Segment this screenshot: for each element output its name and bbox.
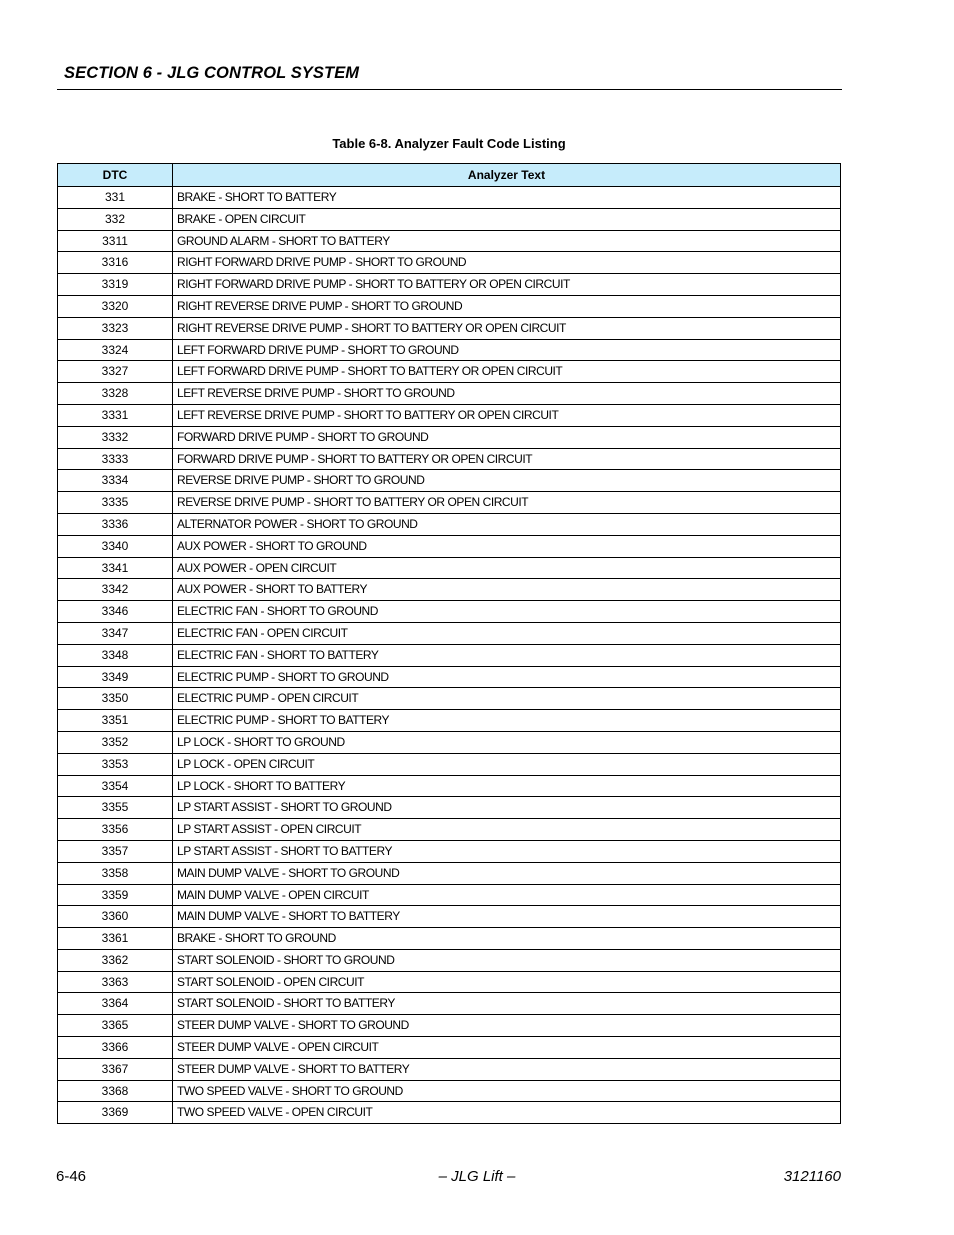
table-row [58, 1058, 841, 1080]
table-row [58, 513, 841, 535]
page-number: 6-46 [56, 1168, 87, 1185]
table-row [58, 383, 841, 405]
analyzer-text-cell: ELECTRIC FAN - SHORT TO BATTERY [173, 644, 841, 666]
dtc-cell: 3363 [58, 971, 173, 993]
dtc-cell: 3328 [58, 383, 173, 405]
dtc-cell: 3320 [58, 295, 173, 317]
dtc-cell: 3340 [58, 535, 173, 557]
dtc-cell: 3356 [58, 819, 173, 841]
analyzer-text-cell: LEFT FORWARD DRIVE PUMP - SHORT TO GROUND [173, 339, 841, 361]
dtc-cell: 3367 [58, 1058, 173, 1080]
dtc-cell: 3319 [58, 274, 173, 296]
analyzer-text-cell: LP LOCK - SHORT TO BATTERY [173, 775, 841, 797]
footer-publisher: – JLG Lift – [438, 1168, 516, 1185]
dtc-cell: 3354 [58, 775, 173, 797]
table-row [58, 361, 841, 383]
dtc-cell: 3369 [58, 1102, 173, 1124]
table-row [58, 928, 841, 950]
dtc-cell: 3365 [58, 1015, 173, 1037]
section-title: SECTION 6 - JLG CONTROL SYSTEM [64, 64, 360, 82]
table-row [58, 840, 841, 862]
dtc-cell: 3355 [58, 797, 173, 819]
dtc-cell: 3350 [58, 688, 173, 710]
table-row [58, 492, 841, 514]
table-row [58, 557, 841, 579]
dtc-cell: 3323 [58, 317, 173, 339]
table-row [58, 601, 841, 623]
table-row [58, 187, 841, 209]
table-row [58, 884, 841, 906]
dtc-cell: 3346 [58, 601, 173, 623]
analyzer-text-cell: RIGHT REVERSE DRIVE PUMP - SHORT TO GROUND [173, 295, 841, 317]
analyzer-text-cell: STEER DUMP VALVE - OPEN CIRCUIT [173, 1037, 841, 1059]
analyzer-text-cell: FORWARD DRIVE PUMP - SHORT TO GROUND [173, 426, 841, 448]
table-row [58, 862, 841, 884]
dtc-cell: 3360 [58, 906, 173, 928]
dtc-cell: 3351 [58, 710, 173, 732]
analyzer-text-cell: START SOLENOID - SHORT TO BATTERY [173, 993, 841, 1015]
analyzer-text-cell: RIGHT FORWARD DRIVE PUMP - SHORT TO BATTERY OR OPEN CIRCUIT [173, 274, 841, 296]
dtc-cell: 3357 [58, 840, 173, 862]
table-row [58, 1015, 841, 1037]
dtc-cell: 3348 [58, 644, 173, 666]
analyzer-text-cell: MAIN DUMP VALVE - SHORT TO GROUND [173, 862, 841, 884]
dtc-cell: 3349 [58, 666, 173, 688]
table-row [58, 993, 841, 1015]
analyzer-text-cell: ALTERNATOR POWER - SHORT TO GROUND [173, 513, 841, 535]
dtc-cell: 3341 [58, 557, 173, 579]
dtc-cell: 3366 [58, 1037, 173, 1059]
table-row [58, 339, 841, 361]
dtc-cell: 3364 [58, 993, 173, 1015]
document-number: 3121160 [783, 1168, 841, 1185]
analyzer-text-cell: TWO SPEED VALVE - SHORT TO GROUND [173, 1080, 841, 1102]
table-row [58, 252, 841, 274]
analyzer-text-cell: ELECTRIC PUMP - OPEN CIRCUIT [173, 688, 841, 710]
analyzer-text-cell: RIGHT FORWARD DRIVE PUMP - SHORT TO GROUND [173, 252, 841, 274]
analyzer-text-cell: MAIN DUMP VALVE - SHORT TO BATTERY [173, 906, 841, 928]
dtc-cell: 3335 [58, 492, 173, 514]
dtc-cell: 3352 [58, 731, 173, 753]
table-row [58, 1102, 841, 1124]
dtc-cell: 3347 [58, 622, 173, 644]
table-row [58, 426, 841, 448]
analyzer-text-cell: FORWARD DRIVE PUMP - SHORT TO BATTERY OR OPEN CIRCUIT [173, 448, 841, 470]
analyzer-text-cell: BRAKE - SHORT TO GROUND [173, 928, 841, 950]
analyzer-text-cell: BRAKE - OPEN CIRCUIT [173, 208, 841, 230]
dtc-cell: 3331 [58, 404, 173, 426]
table-row [58, 906, 841, 928]
dtc-cell: 3368 [58, 1080, 173, 1102]
analyzer-text-cell: ELECTRIC FAN - OPEN CIRCUIT [173, 622, 841, 644]
analyzer-text-cell: MAIN DUMP VALVE - OPEN CIRCUIT [173, 884, 841, 906]
analyzer-text-cell: LP LOCK - SHORT TO GROUND [173, 731, 841, 753]
column-header-dtc: DTC [58, 164, 173, 187]
analyzer-text-cell: LEFT FORWARD DRIVE PUMP - SHORT TO BATTERY OR OPEN CIRCUIT [173, 361, 841, 383]
table-row [58, 230, 841, 252]
table-row [58, 295, 841, 317]
table-row [58, 644, 841, 666]
table-row [58, 1080, 841, 1102]
dtc-cell: 3327 [58, 361, 173, 383]
analyzer-text-cell: ELECTRIC PUMP - SHORT TO GROUND [173, 666, 841, 688]
table-title: Table 6-8. Analyzer Fault Code Listing [332, 136, 566, 151]
dtc-cell: 332 [58, 208, 173, 230]
table-row [58, 535, 841, 557]
analyzer-text-cell: ELECTRIC PUMP - SHORT TO BATTERY [173, 710, 841, 732]
fault-code-table [57, 163, 841, 1124]
dtc-cell: 3353 [58, 753, 173, 775]
table-row [58, 971, 841, 993]
dtc-cell: 3342 [58, 579, 173, 601]
table-row [58, 317, 841, 339]
column-header-analyzer-text: Analyzer Text [173, 164, 841, 187]
dtc-cell: 3362 [58, 949, 173, 971]
analyzer-text-cell: LEFT REVERSE DRIVE PUMP - SHORT TO GROUND [173, 383, 841, 405]
analyzer-text-cell: REVERSE DRIVE PUMP - SHORT TO BATTERY OR OPEN CIRCUIT [173, 492, 841, 514]
table-row [58, 622, 841, 644]
dtc-cell: 3359 [58, 884, 173, 906]
dtc-cell: 3358 [58, 862, 173, 884]
table-row [58, 470, 841, 492]
table-row [58, 949, 841, 971]
table-row [58, 1037, 841, 1059]
analyzer-text-cell: ELECTRIC FAN - SHORT TO GROUND [173, 601, 841, 623]
table-row [58, 710, 841, 732]
dtc-cell: 331 [58, 187, 173, 209]
analyzer-text-cell: STEER DUMP VALVE - SHORT TO GROUND [173, 1015, 841, 1037]
analyzer-text-cell: GROUND ALARM - SHORT TO BATTERY [173, 230, 841, 252]
dtc-cell: 3334 [58, 470, 173, 492]
analyzer-text-cell: AUX POWER - SHORT TO BATTERY [173, 579, 841, 601]
table-body [58, 187, 841, 1124]
table-row [58, 688, 841, 710]
table-row [58, 579, 841, 601]
analyzer-text-cell: AUX POWER - SHORT TO GROUND [173, 535, 841, 557]
analyzer-text-cell: STEER DUMP VALVE - SHORT TO BATTERY [173, 1058, 841, 1080]
table-row [58, 666, 841, 688]
table-row [58, 208, 841, 230]
analyzer-text-cell: LP LOCK - OPEN CIRCUIT [173, 753, 841, 775]
table-row [58, 731, 841, 753]
dtc-cell: 3324 [58, 339, 173, 361]
analyzer-text-cell: START SOLENOID - SHORT TO GROUND [173, 949, 841, 971]
analyzer-text-cell: REVERSE DRIVE PUMP - SHORT TO GROUND [173, 470, 841, 492]
table-row [58, 819, 841, 841]
table-header-row [58, 164, 841, 187]
table-row [58, 404, 841, 426]
dtc-cell: 3361 [58, 928, 173, 950]
header-rule [57, 89, 842, 90]
table-row [58, 753, 841, 775]
analyzer-text-cell: LP START ASSIST - OPEN CIRCUIT [173, 819, 841, 841]
analyzer-text-cell: AUX POWER - OPEN CIRCUIT [173, 557, 841, 579]
dtc-cell: 3336 [58, 513, 173, 535]
analyzer-text-cell: LP START ASSIST - SHORT TO BATTERY [173, 840, 841, 862]
analyzer-text-cell: TWO SPEED VALVE - OPEN CIRCUIT [173, 1102, 841, 1124]
dtc-cell: 3333 [58, 448, 173, 470]
table-row [58, 797, 841, 819]
dtc-cell: 3332 [58, 426, 173, 448]
dtc-cell: 3316 [58, 252, 173, 274]
table-row [58, 775, 841, 797]
analyzer-text-cell: LEFT REVERSE DRIVE PUMP - SHORT TO BATTERY OR OPEN CIRCUIT [173, 404, 841, 426]
analyzer-text-cell: START SOLENOID - OPEN CIRCUIT [173, 971, 841, 993]
table-row [58, 448, 841, 470]
table-row [58, 274, 841, 296]
dtc-cell: 3311 [58, 230, 173, 252]
analyzer-text-cell: BRAKE - SHORT TO BATTERY [173, 187, 841, 209]
analyzer-text-cell: RIGHT REVERSE DRIVE PUMP - SHORT TO BATTERY OR OPEN CIRCUIT [173, 317, 841, 339]
analyzer-text-cell: LP START ASSIST - SHORT TO GROUND [173, 797, 841, 819]
